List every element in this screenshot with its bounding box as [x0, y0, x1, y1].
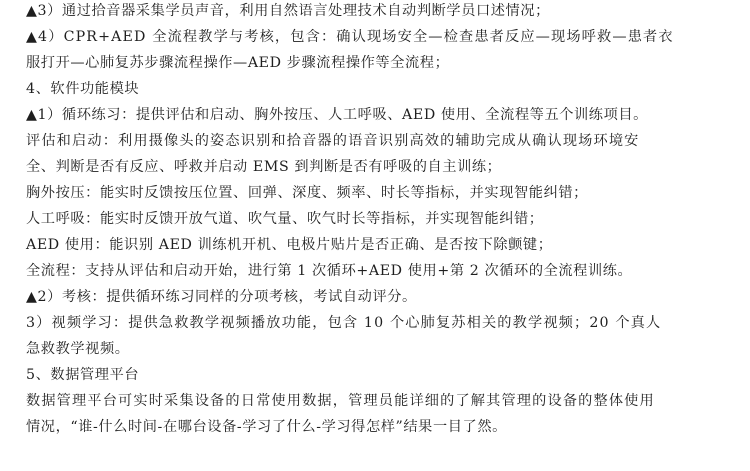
doc-line-assessment-cont: 全、判断是否有反应、呼救并启动 EMS 到判断是否有呼吸的自主训练；: [26, 159, 502, 175]
doc-line-rescue-breathing: 人工呼吸：能实时反馈开放气道、吹气量、吹气时长等指标，并实现智能纠错；: [26, 211, 544, 227]
doc-line-video-learning-cont: 急救教学视频。: [26, 341, 130, 357]
section-heading-software-modules: 4、软件功能模块: [26, 81, 140, 97]
doc-line-chest-compression: 胸外按压：能实时反馈按压位置、回弹、深度、频率、时长等指标，并实现智能纠错；: [26, 185, 588, 201]
doc-line-loop-practice: ▲1）循环练习：提供评估和启动、胸外按压、人工呼吸、AED 使用、全流程等五个训练项目。: [26, 107, 648, 123]
doc-line-exam: ▲2）考核：提供循环练习同样的分项考核，考试自动评分。: [26, 289, 417, 305]
doc-line-data-platform-cont: 情况，“谁-什么时间-在哪台设备-学习了什么-学习得怎样”结果一目了然。: [26, 419, 507, 435]
doc-line-data-platform: 数据管理平台可实时采集设备的日常使用数据，管理员能详细的了解其管理的设备的整体使用: [26, 393, 655, 409]
doc-line-item-4-cont: 服打开—心肺复苏步骤流程操作—AED 步骤流程操作等全流程；: [26, 55, 450, 71]
doc-line-video-learning: 3）视频学习：提供急救教学视频播放功能，包含 10 个心肺复苏相关的教学视频；20 个真人: [26, 315, 662, 331]
doc-line-assessment: 评估和启动：利用摄像头的姿态识别和拾音器的语音识别高效的辅助完成从确认现场环境安: [26, 133, 640, 149]
doc-line-full-process: 全流程：支持从评估和启动开始，进行第 1 次循环+AED 使用+第 2 次循环的全流程训练。: [26, 263, 633, 279]
doc-line-aed-use: AED 使用：能识别 AED 训练机开机、电极片贴片是否正确、是否按下除颤键；: [26, 237, 553, 253]
doc-line-item-4: ▲4）CPR+AED 全流程教学与考核，包含：确认现场安全—检查患者反应—现场呼救—患者衣: [26, 29, 674, 45]
doc-line-item-3: ▲3）通过拾音器采集学员声音，利用自然语言处理技术自动判断学员口述情况；: [26, 3, 550, 19]
section-heading-data-platform: 5、数据管理平台: [26, 367, 140, 383]
